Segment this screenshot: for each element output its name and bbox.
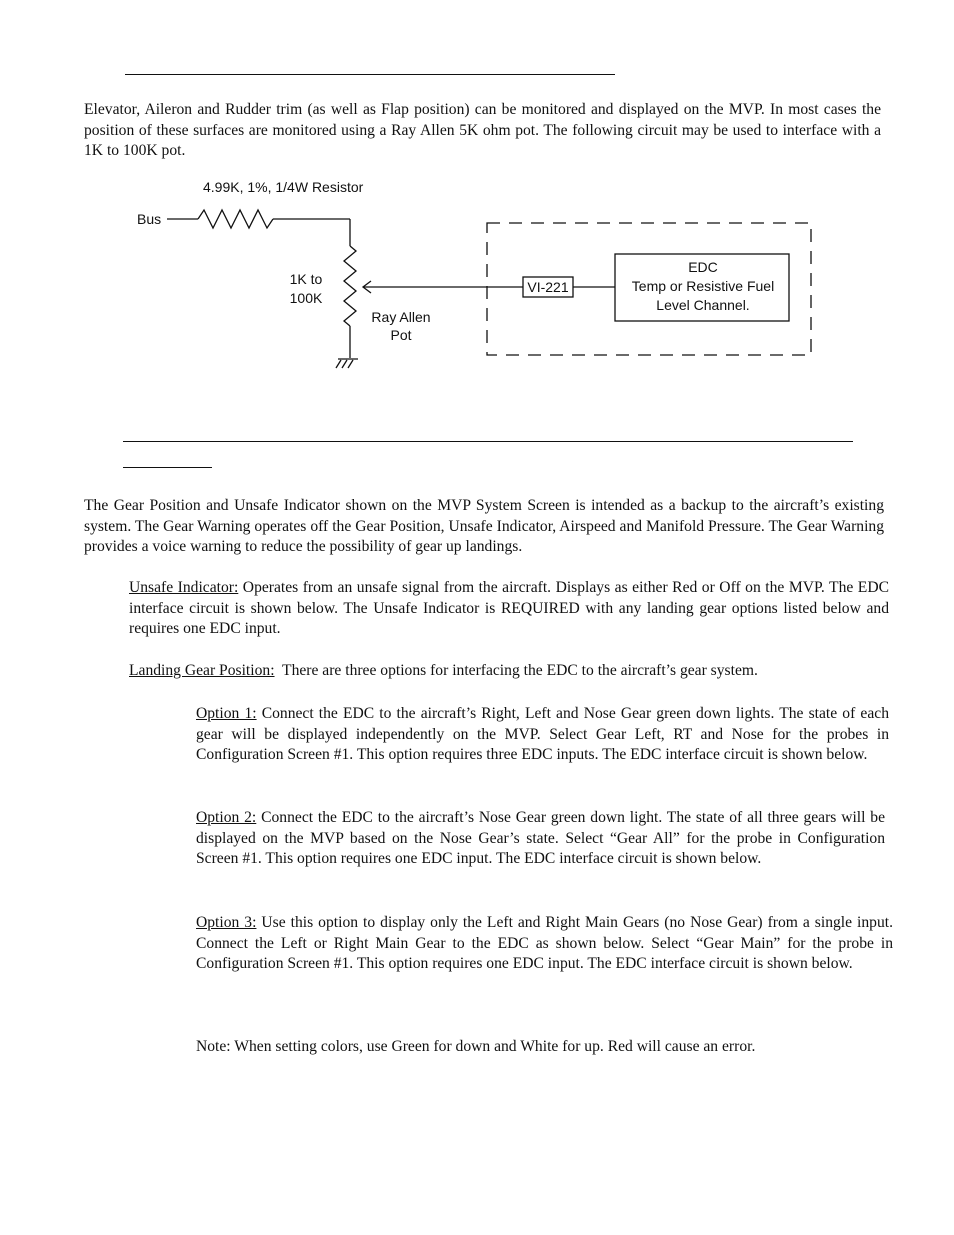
section-separator-rule (123, 441, 853, 442)
option-2-paragraph (196, 808, 885, 870)
landing-gear-position-heading: Landing Gear Position: (129, 662, 275, 679)
option-2-text: Connect the EDC to the aircraft’s Nose Gear green down light. The state of all three gears will be displayed on the MVP based on the Nose Gear’s state. Select “Gear All” for the probe in Configuration Screen #1. This option requires one EDC input. The EDC interface circuit is shown below. (196, 809, 885, 868)
section-heading-rule (125, 74, 615, 75)
option-3-heading: Option 3: (196, 914, 257, 931)
option-2-heading: Option 2: (196, 809, 257, 826)
connector-label: VI-221 (527, 279, 569, 295)
landing-gear-position-paragraph (129, 661, 889, 682)
option-3-text: Use this option to display only the Left and Right Main Gears (no Nose Gear) from a single input. Connect the Left or Right Main Gear to the EDC as shown below. Select “Gear Main” for the probe in Configuration Screen #1. This option requires one EDC input. The EDC interface circuit is shown below. (196, 914, 893, 973)
option-3-paragraph (196, 913, 893, 975)
option-1-heading: Option 1: (196, 705, 257, 722)
option-1-text: Connect the EDC to the aircraft’s Right, Left and Nose Gear green down lights. The state of each gear will be displayed independently on the MVP. Select Gear Left, RT and Nose for the probes in Configuration Screen #1. This option requires three EDC inputs. The EDC interface circuit is shown below. (196, 705, 889, 764)
potentiometer-symbol (344, 246, 356, 326)
pot-range-label-2: 100K (289, 290, 323, 306)
gear-intro-paragraph: The Gear Position and Unsafe Indicator shown on the MVP System Screen is intended as a backup to the aircraft’s existing system. The Gear Warning operates off the Gear Position, Unsafe Indicator, Airspeed and Manifold Pressure. The Gear Warning provides a voice warning to reduce the possibility of gear up landings. (84, 497, 884, 556)
unsafe-indicator-heading: Unsafe Indicator: (129, 579, 239, 596)
unsafe-indicator-paragraph (129, 578, 889, 640)
pot-name-label-2: Pot (390, 327, 412, 343)
resistor-label: 4.99K, 1%, 1/4W Resistor (203, 179, 364, 195)
landing-gear-position-text: There are three options for interfacing the EDC to the aircraft’s gear system. (274, 662, 758, 679)
option-1-paragraph (196, 704, 889, 766)
bus-label: Bus (137, 211, 162, 227)
edc-label-1: EDC (688, 259, 718, 275)
unsafe-indicator-text: Operates from an unsafe signal from the aircraft. Displays as either Red or Off on the MVP. The EDC interface circuit is shown below. The Unsafe Indicator is REQUIRED with any landing gear options listed below and requires one EDC input. (129, 579, 889, 638)
gear-heading-rule (123, 467, 212, 468)
trim-interface-circuit-diagram (0, 170, 954, 380)
colors-note: Note: When setting colors, use Green for down and White for up. Red will cause an error. (196, 1038, 756, 1055)
edc-label-2: Temp or Resistive Fuel (631, 278, 775, 294)
trim-intro-paragraph: Elevator, Aileron and Rudder trim (as well as Flap position) can be monitored and displayed on the MVP. In most cases the position of these surfaces are monitored using a Ray Allen 5K ohm pot. The following circuit may be used to interface with a 1K to 100K pot. (84, 101, 881, 160)
resistor-symbol (198, 210, 273, 228)
pot-range-label-1: 1K to (289, 271, 323, 287)
pot-name-label-1: Ray Allen (371, 309, 431, 325)
edc-label-3: Level Channel. (656, 297, 750, 313)
